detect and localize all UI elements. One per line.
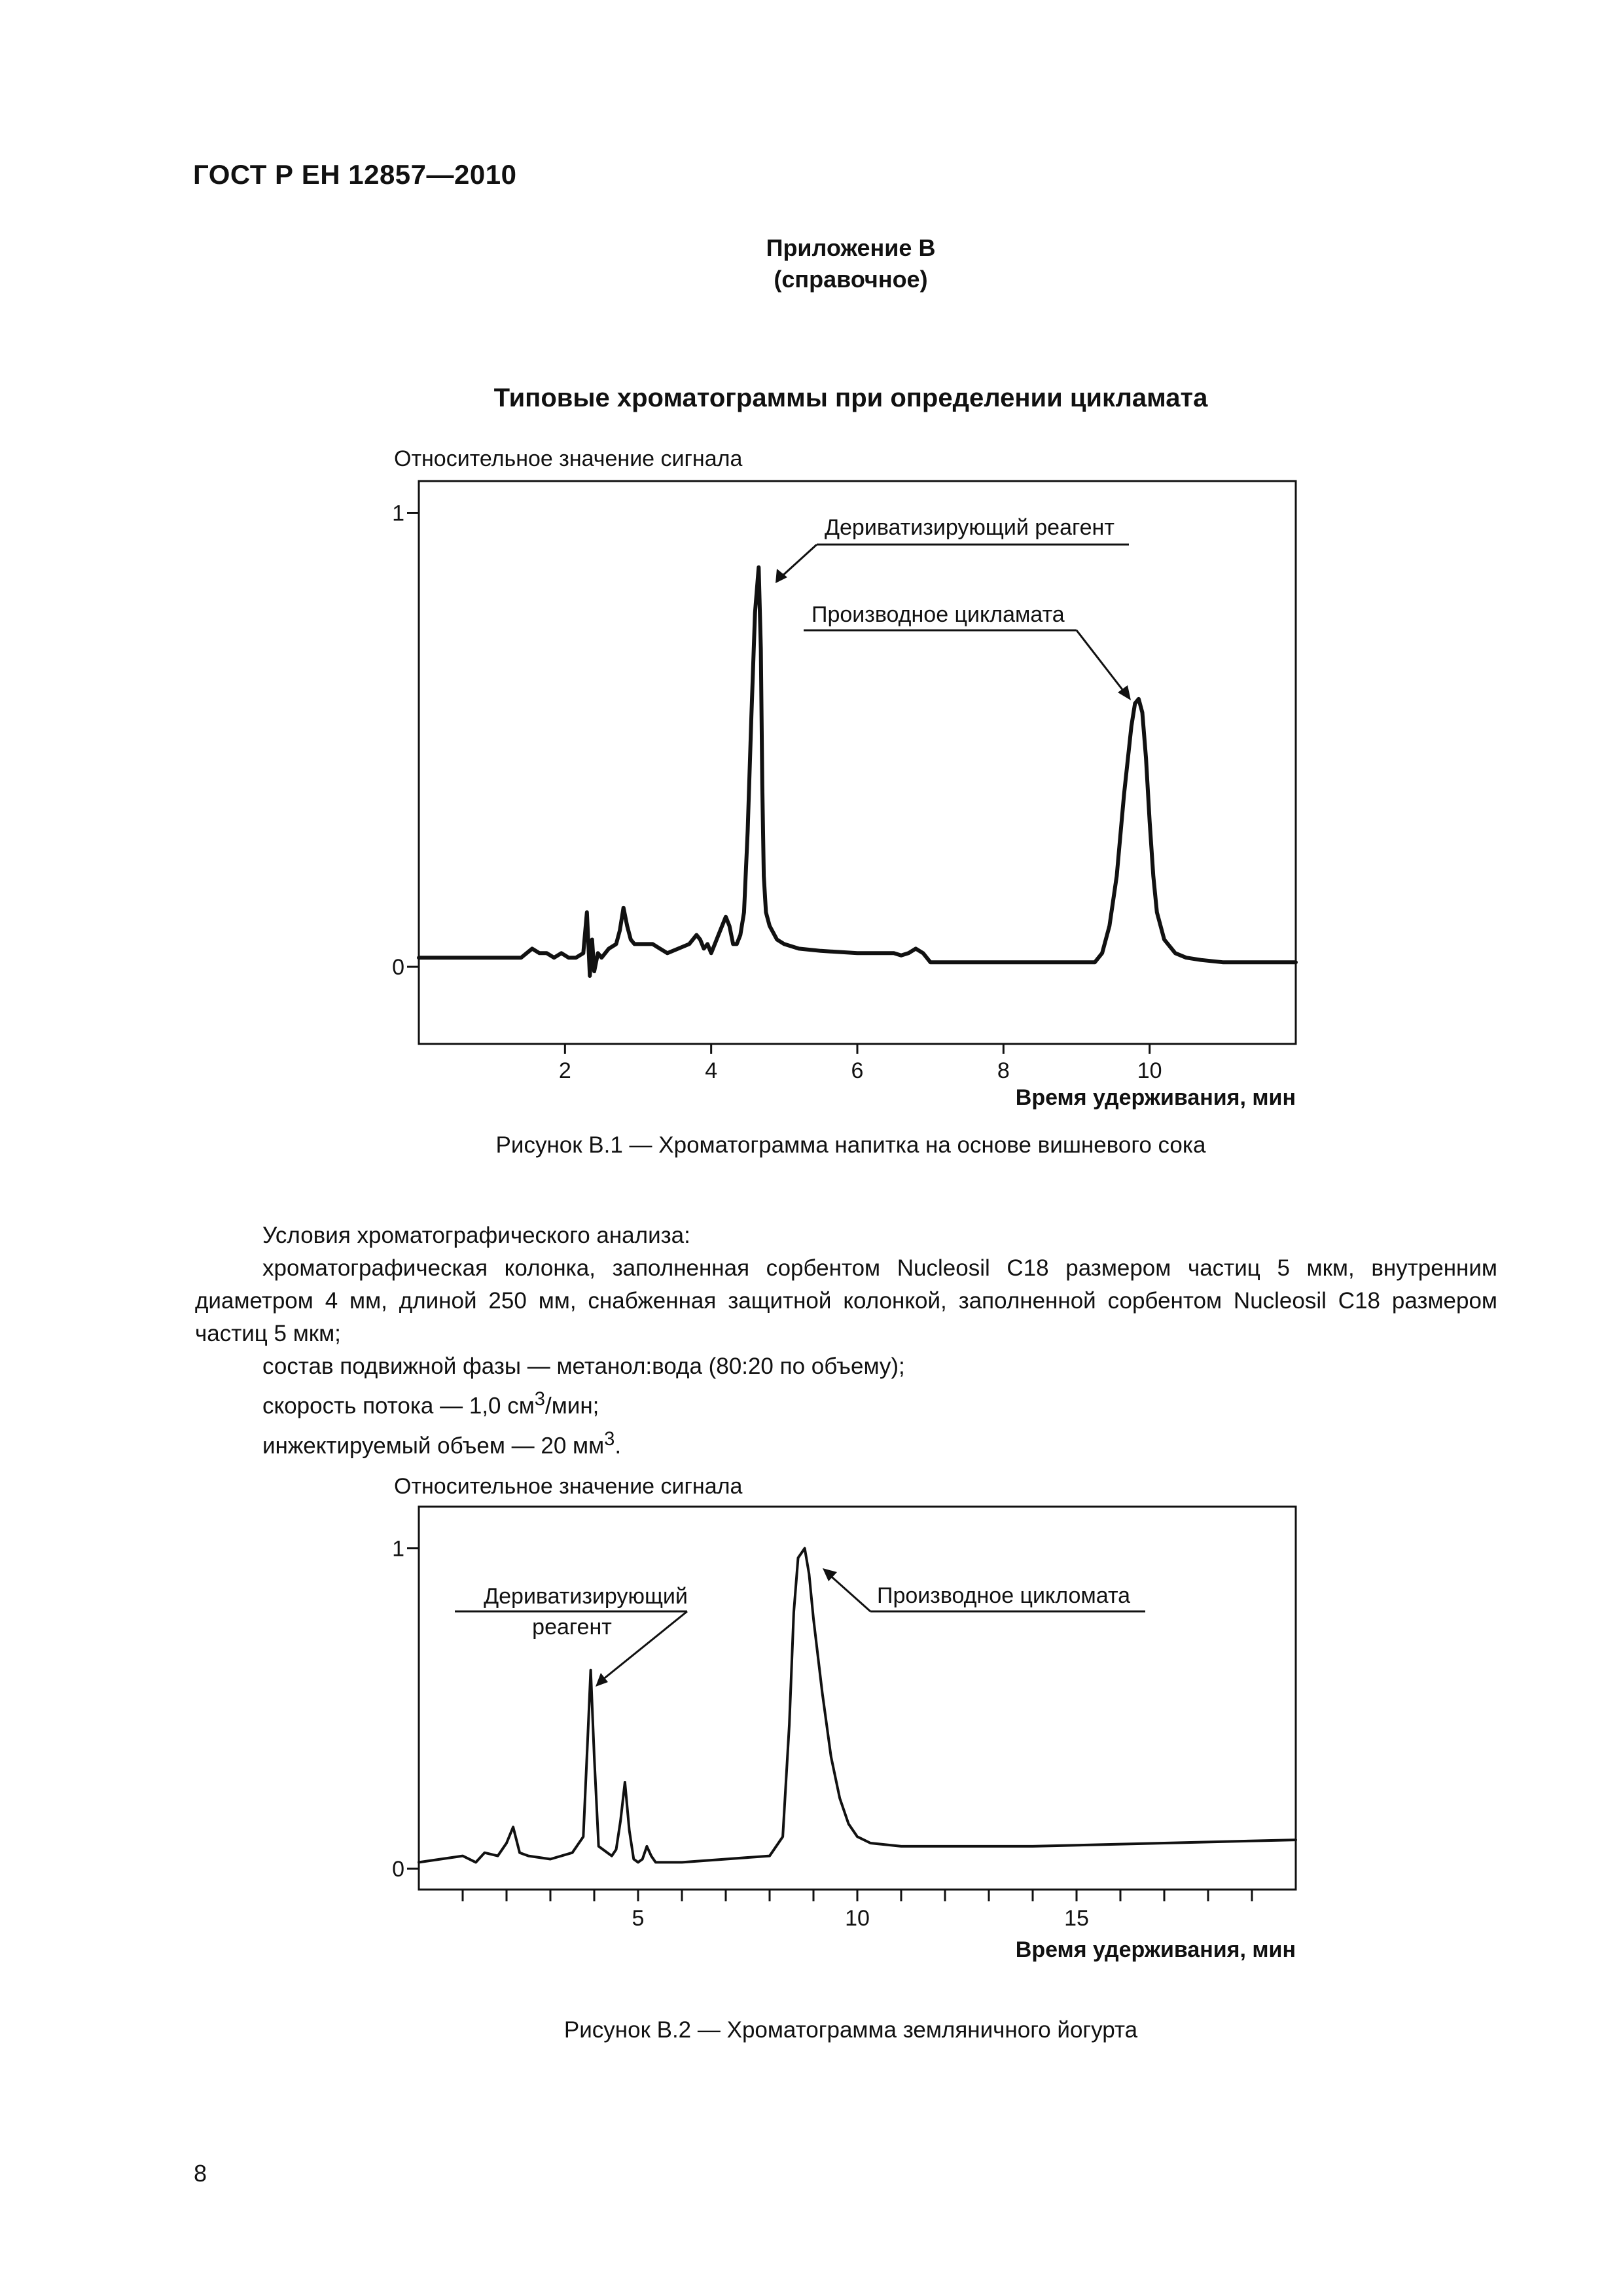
figure1-series-line <box>419 567 1296 976</box>
fig1-y-tick-label: 1 <box>392 501 404 526</box>
figure1-annotation-leader-2 <box>1077 630 1126 694</box>
figure1-arrowhead-1 <box>776 569 787 583</box>
section-title: Типовые хроматограммы при определении цикламата <box>493 384 1208 412</box>
figure1-caption: Рисунок В.1 — Хроматограмма напитка на основе вишневого сока <box>495 1132 1206 1158</box>
figure2-chart <box>366 1500 1329 1975</box>
analysis-conditions <box>195 1219 1497 1462</box>
fig2-x-tick-label: 15 <box>1064 1906 1089 1931</box>
figure2-arrowhead-1 <box>596 1673 608 1687</box>
figure1-xlabel: Время удерживания, мин <box>1015 1085 1296 1110</box>
conditions-flow-rate: скорость потока — 1,0 $см^3$/мин; <box>262 1389 599 1419</box>
fig1-y-tick-label: 0 <box>392 955 404 980</box>
fig2-y-tick-label: 0 <box>392 1857 404 1882</box>
fig1-x-tick-label: 4 <box>705 1058 718 1083</box>
figure2-annotation-leader-1 <box>602 1611 687 1680</box>
figure2-annotation-1a: Дериватизирующий <box>484 1584 688 1609</box>
annex-type: (справочное) <box>774 266 928 293</box>
figure2-xlabel: Время удерживания, мин <box>1015 1937 1296 1962</box>
conditions-column: хроматографическая колонка, заполненная сорбентом Nucleosil C18 размером частиц 5 мкм, внутренним диаметром 4 мм, длиной 250 мм, снабженная защитной колонкой, заполненной сорбентом Nucleosil C18 размером частиц 5 мкм; <box>195 1255 1497 1346</box>
fig2-x-tick-label: 5 <box>632 1906 645 1931</box>
fig1-x-tick-label: 10 <box>1137 1058 1162 1083</box>
figure1-chart <box>366 471 1329 1116</box>
figure2-ylabel: Относительное значение сигнала <box>394 1474 743 1499</box>
figure2-annotation-2: Производное цикломата <box>877 1583 1131 1608</box>
figure2-caption: Рисунок В.2 — Хроматограмма земляничного йогурта <box>563 2017 1138 2043</box>
figure1-frame <box>419 481 1296 1044</box>
figure1-annotation-2: Производное цикламата <box>812 602 1065 627</box>
fig1-x-tick-label: 8 <box>997 1058 1010 1083</box>
annex-title: Приложение В <box>766 234 936 261</box>
figure2-annotation-1b: реагент <box>532 1615 612 1640</box>
document-number: ГОСТ Р ЕН 12857—2010 <box>193 159 517 190</box>
fig1-x-tick-label: 2 <box>558 1058 571 1083</box>
conditions-injection-volume: инжектируемый объем — 20 $мм^3$. <box>262 1428 622 1459</box>
fig2-y-tick-label: 1 <box>392 1536 404 1562</box>
page-number: 8 <box>194 2160 207 2187</box>
figure1-annotation-leader-1 <box>781 545 817 577</box>
figure1-annotation-1: Дериватизирующий реагент <box>825 515 1115 540</box>
fig2-x-tick-label: 10 <box>845 1906 870 1931</box>
annex-heading <box>0 232 1623 295</box>
fig1-x-tick-label: 6 <box>851 1058 864 1083</box>
figure2-frame <box>419 1507 1296 1890</box>
figure2-annotation-leader-2 <box>828 1573 870 1611</box>
conditions-intro: Условия хроматографического анализа: <box>262 1223 690 1248</box>
conditions-mobile-phase: состав подвижной фазы — метанол:вода (80:20 по объему); <box>262 1354 905 1379</box>
figure1-ylabel: Относительное значение сигнала <box>394 446 743 471</box>
